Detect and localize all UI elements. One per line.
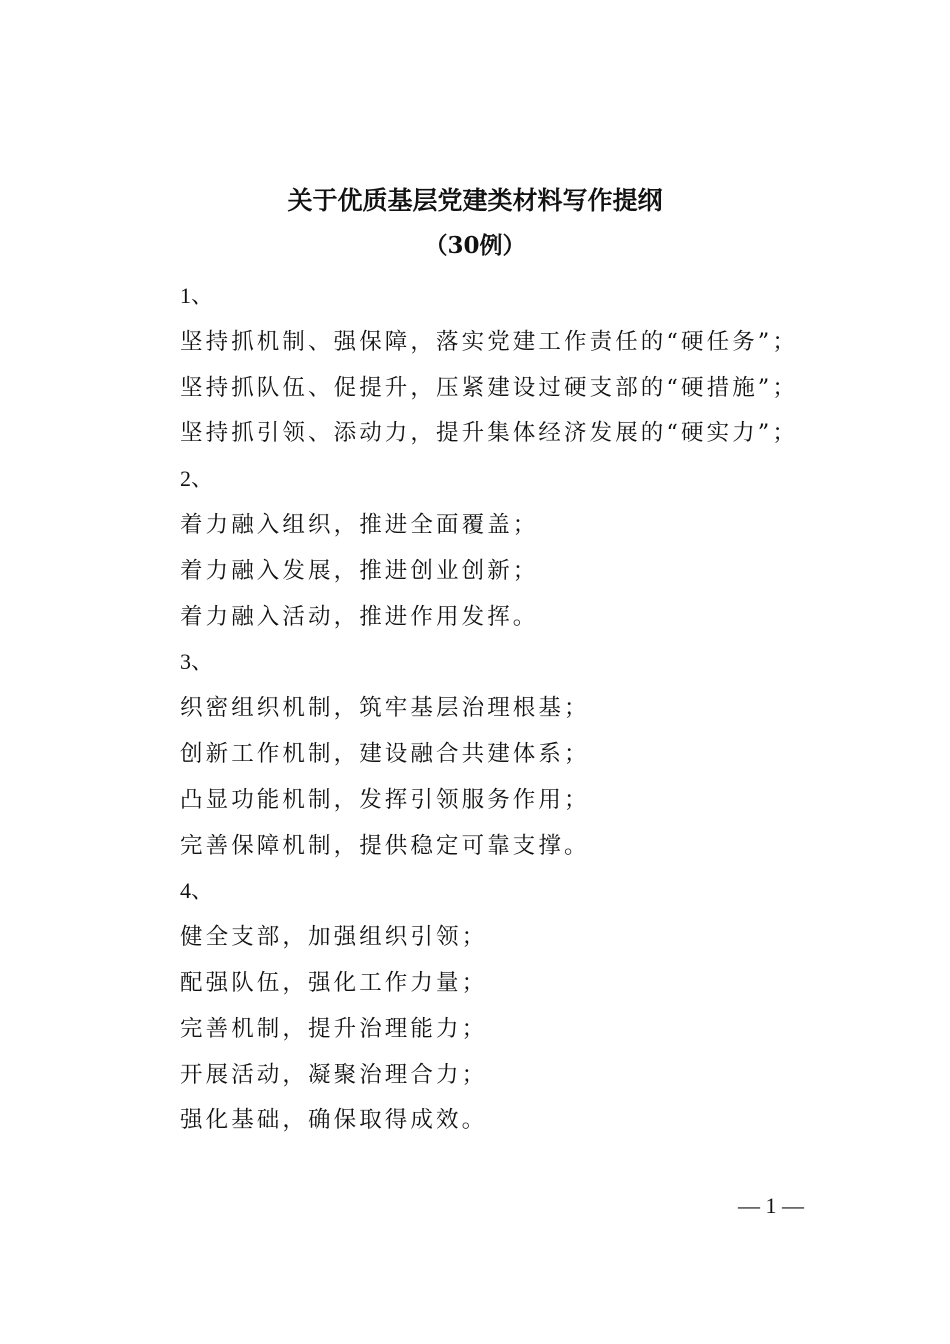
section-line: 坚持抓引领、添动力，提升集体经济发展的“硬实力”； [180,420,799,447]
section-line: 着力融入发展，推进创业创新； [180,557,539,584]
section-line: 配强队伍，强化工作力量； [180,969,488,996]
section-line: 健全支部，加强组织引领； [180,924,488,951]
section-line: 完善保障机制，提供稳定可靠支撑。 [180,832,590,859]
section-number: 2、 [180,466,214,492]
section-number: 3、 [180,649,214,675]
section-line: 织密组织机制，筑牢基层治理根基； [180,695,590,722]
section-number: 1、 [180,283,214,308]
section-line: 完善机制，提升治理能力； [180,1015,488,1042]
section-line: 开展活动，凝聚治理合力； [180,1061,488,1088]
section-line: 着力融入组织，推进全面覆盖； [180,511,539,538]
section-line: 创新工作机制，建设融合共建体系； [180,740,590,767]
section-line: 凸显功能机制，发挥引领服务作用； [180,786,590,813]
section-line: 着力融入活动，推进作用发挥。 [180,603,539,630]
section-line: 坚持抓队伍、促提升，压紧建设过硬支部的“硬措施”； [180,374,799,401]
document-title: 关于优质基层党建类材料写作提纲 [287,186,663,215]
document-subtitle: （30例） [424,232,526,259]
document-body [180,279,820,1149]
section-line: 坚持抓机制、强保障，落实党建工作责任的“硬任务”； [180,328,799,355]
page-number: — 1 — [738,1193,804,1218]
section-line: 强化基础，确保取得成效。 [180,1107,488,1134]
section-number: 4、 [180,878,214,904]
